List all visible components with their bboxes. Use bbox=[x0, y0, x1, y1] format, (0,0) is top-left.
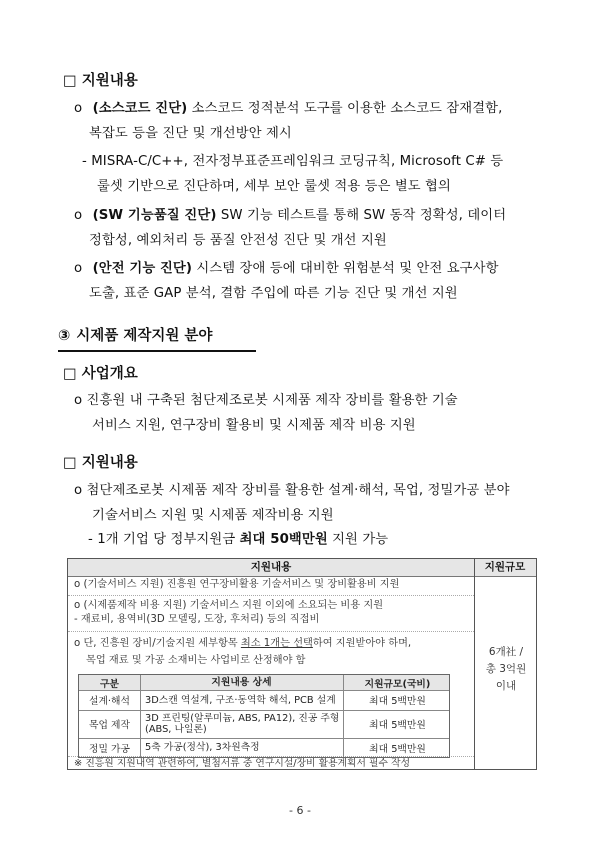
item-label: (소스코드 진단) bbox=[92, 101, 188, 116]
condition-text-a: ο 단, 진흥원 장비/기술지원 세부항목 bbox=[74, 638, 241, 649]
table-header bbox=[68, 559, 536, 577]
sub-item-line2: 룰셋 기반으로 진단하며, 세부 보안 룰셋 적용 등은 별도 협의 bbox=[97, 179, 451, 194]
list-item-source-code bbox=[74, 96, 554, 146]
row-detail: 3D스캔 역설계, 구조·동역학 해석, PCB 설계 bbox=[140, 690, 344, 710]
support-limit bbox=[88, 527, 548, 552]
row-detail: 3D 프린팅(알루미늄, ABS, PA12), 진공 주형(ABS, 나일론) bbox=[140, 710, 344, 738]
item-text: 소스코드 정적분석 도구를 이용한 소스코드 잠재결함, bbox=[187, 101, 503, 116]
condition-underlined: 최소 1개는 선택 bbox=[240, 638, 313, 649]
sub-item-ruleset bbox=[82, 149, 552, 199]
list-item-sw-quality bbox=[74, 203, 554, 253]
row-type: 설계·해석 bbox=[79, 690, 141, 710]
section-heading-support: □ 지원내용 bbox=[63, 73, 138, 89]
detail-table bbox=[78, 674, 450, 758]
table-row-condition-line2: 목업 재료 및 가공 소재비는 사업비로 산정해야 함 bbox=[86, 655, 306, 666]
list-item-safety bbox=[74, 256, 554, 306]
header-content: 지원내용 bbox=[250, 561, 292, 573]
section-title-text: 시제품 제작지원 분야 bbox=[76, 328, 213, 344]
sub-item-line1: - MISRA-C/C++, 전자정부표준프레임워크 코딩규칙, Microsoft C# 등 bbox=[82, 154, 504, 169]
scale-cell bbox=[474, 644, 538, 695]
condition-text-b: 하여 지원받아야 하며, bbox=[312, 638, 412, 649]
overview-line1: ο 진흥원 내 구축된 첨단제조로봇 시제품 제작 장비를 활용한 기술 bbox=[74, 393, 458, 408]
detail-table-header bbox=[79, 675, 449, 691]
support-paragraph bbox=[74, 478, 559, 528]
overview-line2: 서비스 지원, 연구장비 활용비 및 시제품 제작 비용 지원 bbox=[92, 418, 416, 433]
table-row-prototype-cost: ο (시제품제작 비용 지원) 기술서비스 지원 이외에 소요되는 비용 지원 bbox=[74, 600, 384, 611]
item-label: (안전 기능 진단) bbox=[92, 261, 193, 276]
table-row bbox=[79, 710, 449, 739]
item-text: 시스템 장애 등에 대비한 위험분석 및 안전 요구사항 bbox=[192, 261, 499, 276]
item-text-line2: 복잡도 등을 진단 및 개선방안 제시 bbox=[89, 126, 292, 141]
support-limit-prefix: - 1개 기업 당 정부지원금 bbox=[88, 532, 240, 547]
table-row bbox=[79, 738, 449, 757]
item-text-line2: 도출, 표준 GAP 분석, 결함 주입에 따른 기능 진단 및 개선 지원 bbox=[89, 286, 458, 301]
table-row-prototype-cost-sub: - 재료비, 용역비(3D 모델링, 도장, 후처리) 등의 직접비 bbox=[74, 614, 320, 625]
item-text: SW 기능 테스트를 통해 SW 동작 정확성, 데이터 bbox=[216, 208, 507, 223]
row-separator bbox=[68, 595, 474, 596]
header-scale: 지원규모 bbox=[484, 561, 526, 573]
row-scale: 최대 5백만원 bbox=[369, 696, 426, 707]
bullet: ο bbox=[74, 261, 83, 276]
item-text-line2: 정합성, 예외처리 등 품질 안전성 진단 및 개선 지원 bbox=[89, 233, 387, 248]
bullet: ο bbox=[74, 101, 83, 116]
page-number: - 6 - bbox=[289, 804, 311, 817]
table-row bbox=[79, 690, 449, 711]
section-heading-overview: □ 사업개요 bbox=[63, 366, 138, 382]
detail-header-detail: 지원내용 상세 bbox=[140, 675, 344, 690]
section-number: ③ bbox=[58, 328, 71, 344]
row-type: 정밀 가공 bbox=[79, 738, 141, 757]
row-type: 목업 제작 bbox=[79, 710, 141, 738]
support-limit-amount: 최대 50백만원 bbox=[239, 532, 328, 547]
scale-line2: 총 3억원 bbox=[485, 663, 527, 675]
table-row-tech-service: ο (기술서비스 지원) 진흥원 연구장비활용 기술서비스 및 장비활용비 지원 bbox=[74, 579, 400, 590]
table-footnote: ※ 진흥원 지원내역 관련하여, 별첨서류 중 연구시설/장비 활용계획서 필수 작성 bbox=[74, 758, 411, 769]
row-detail: 5축 가공(정삭), 3차원측정 bbox=[140, 738, 344, 757]
support-line2: 기술서비스 지원 및 시제품 제작비용 지원 bbox=[92, 508, 334, 523]
row-separator bbox=[68, 631, 474, 632]
section-title-prototype bbox=[58, 324, 256, 352]
table-row-condition bbox=[74, 637, 472, 651]
detail-header-scale: 지원규모(국비) bbox=[364, 678, 431, 690]
scale-line1: 6개社 / bbox=[488, 646, 524, 658]
row-scale: 최대 5백만원 bbox=[369, 720, 426, 731]
scale-line3: 이내 bbox=[495, 680, 517, 692]
item-label: (SW 기능품질 진단) bbox=[92, 208, 217, 223]
section-heading-support-2: □ 지원내용 bbox=[63, 455, 138, 471]
bullet: ο bbox=[74, 208, 83, 223]
support-line1: ο 첨단제조로봇 시제품 제작 장비를 활용한 설계·해석, 목업, 정밀가공 분야 bbox=[74, 483, 510, 498]
overview-paragraph bbox=[74, 388, 554, 438]
detail-header-type: 구분 bbox=[79, 675, 141, 690]
support-limit-suffix: 지원 가능 bbox=[327, 532, 389, 547]
row-scale: 최대 5백만원 bbox=[369, 743, 426, 755]
